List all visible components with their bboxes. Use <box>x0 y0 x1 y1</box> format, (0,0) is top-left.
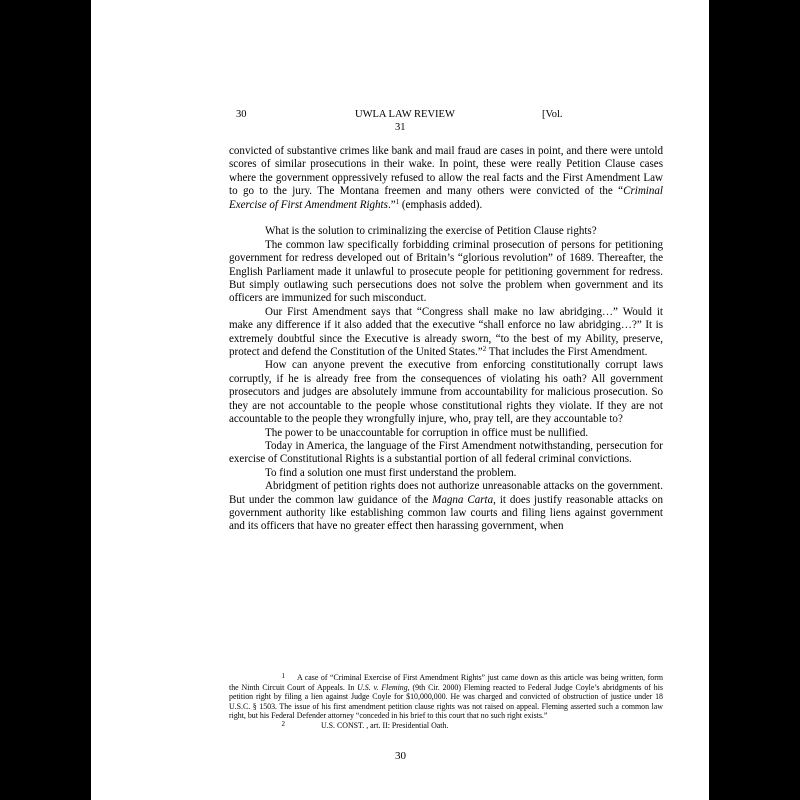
header-volume-number: 31 <box>395 122 406 133</box>
document-page <box>91 0 709 800</box>
paragraph: To find a solution one must first understand the problem. <box>265 466 517 479</box>
paragraph: Today in America, the language of the First Amendment notwithstanding, persecution for exercise of Constitutional Rights is a substantial portion of all federal criminal convictions. <box>229 439 663 466</box>
footnote-ref[interactable]: 1 <box>395 197 400 206</box>
paragraph: The power to be unaccountable for corruption in office must be nullified. <box>265 426 589 439</box>
footnote: 1 A case of “Criminal Exercise of First Amendment Rights” just came down as this article was being written, form the Ninth Circuit Court of Appeals. In U.S. v. Fleming, (9th Cir. 2000) Fleming reacted to Federal Judge Coyle’s abridgments of his petition right by filing a lien against Judge Coyle for $10,000,000. He was charged and convicted of obstruction of justice under 18 U.S.C. § 1503. The issue of his first amendment petition clause rights was not raised on appeal. Fleming asserted such a common law right, but his Federal Defender attorney “conceded in his brief to this court that no such right exists.” <box>229 672 663 721</box>
footer-page-number: 30 <box>395 750 406 762</box>
paragraph: Our First Amendment says that “Congress shall make no law abridging…” Would it make any difference if it also added that the executive “shall enforce no law abridging…?” It is extremely doubtful since the Executive is already sworn, “to the best of my Ability, preserve, protect and defend the Constitution of the United States.”$^2$ That includes the First Amendment. <box>229 305 663 359</box>
header-volume: [Vol. <box>542 109 563 120</box>
footnotes <box>229 673 663 731</box>
header-page-number: 30 <box>236 109 247 120</box>
footnote: 2 U.S. CONST. , art. II: Presidential Oath. <box>281 719 449 730</box>
paragraph: Abridgment of petition rights does not authorize unreasonable attacks on the government. But under the common law guidance of the Magna Carta, it does justify reasonable attacks on government authority like establishing common law courts and filing liens against government and its officers that have no greater effect then harassing government, when <box>229 480 663 533</box>
paragraph: What is the solution to criminalizing the exercise of Petition Clause rights? <box>265 225 597 238</box>
paragraph: How can anyone prevent the executive from enforcing constitutionally corrupt laws corruptly, if he is already free from the consequences of violating his oath? All government prosecutors and judges are absolutely immune from accountability for malicious prosecution. So they are not accountable to the people whose constitutional rights they violate. If they are not accountable to the people they wrongfully injure, who, pray tell, are they accountable to? <box>229 359 663 426</box>
paragraph: The common law specifically forbidding criminal prosecution of persons for petitioning government for redress developed out of Britain’s “glorious revolution” of 1689. Thereafter, the English Parliament made it unlawful to prosecute people for petitioning government for redress. But simply outlawing such persecutions does not solve the problem when government and its officers are immunized for such misconduct. <box>229 238 663 305</box>
paragraph: convicted of substantive crimes like bank and mail fraud are cases in point, and there were untold scores of similar prosecutions in their wake. In point, these were really Petition Clause cases where the government oppressively refused to allow the real facts and the First Amendment Law to go to the jury. The Montana freemen and many others were convicted of the “Criminal Exercise of First Amendment Rights.”$^1$ (emphasis added). <box>229 145 663 211</box>
footnote-ref[interactable]: 2 <box>482 345 487 354</box>
article-body <box>229 145 663 534</box>
header-journal-title: UWLA LAW REVIEW <box>355 109 455 120</box>
